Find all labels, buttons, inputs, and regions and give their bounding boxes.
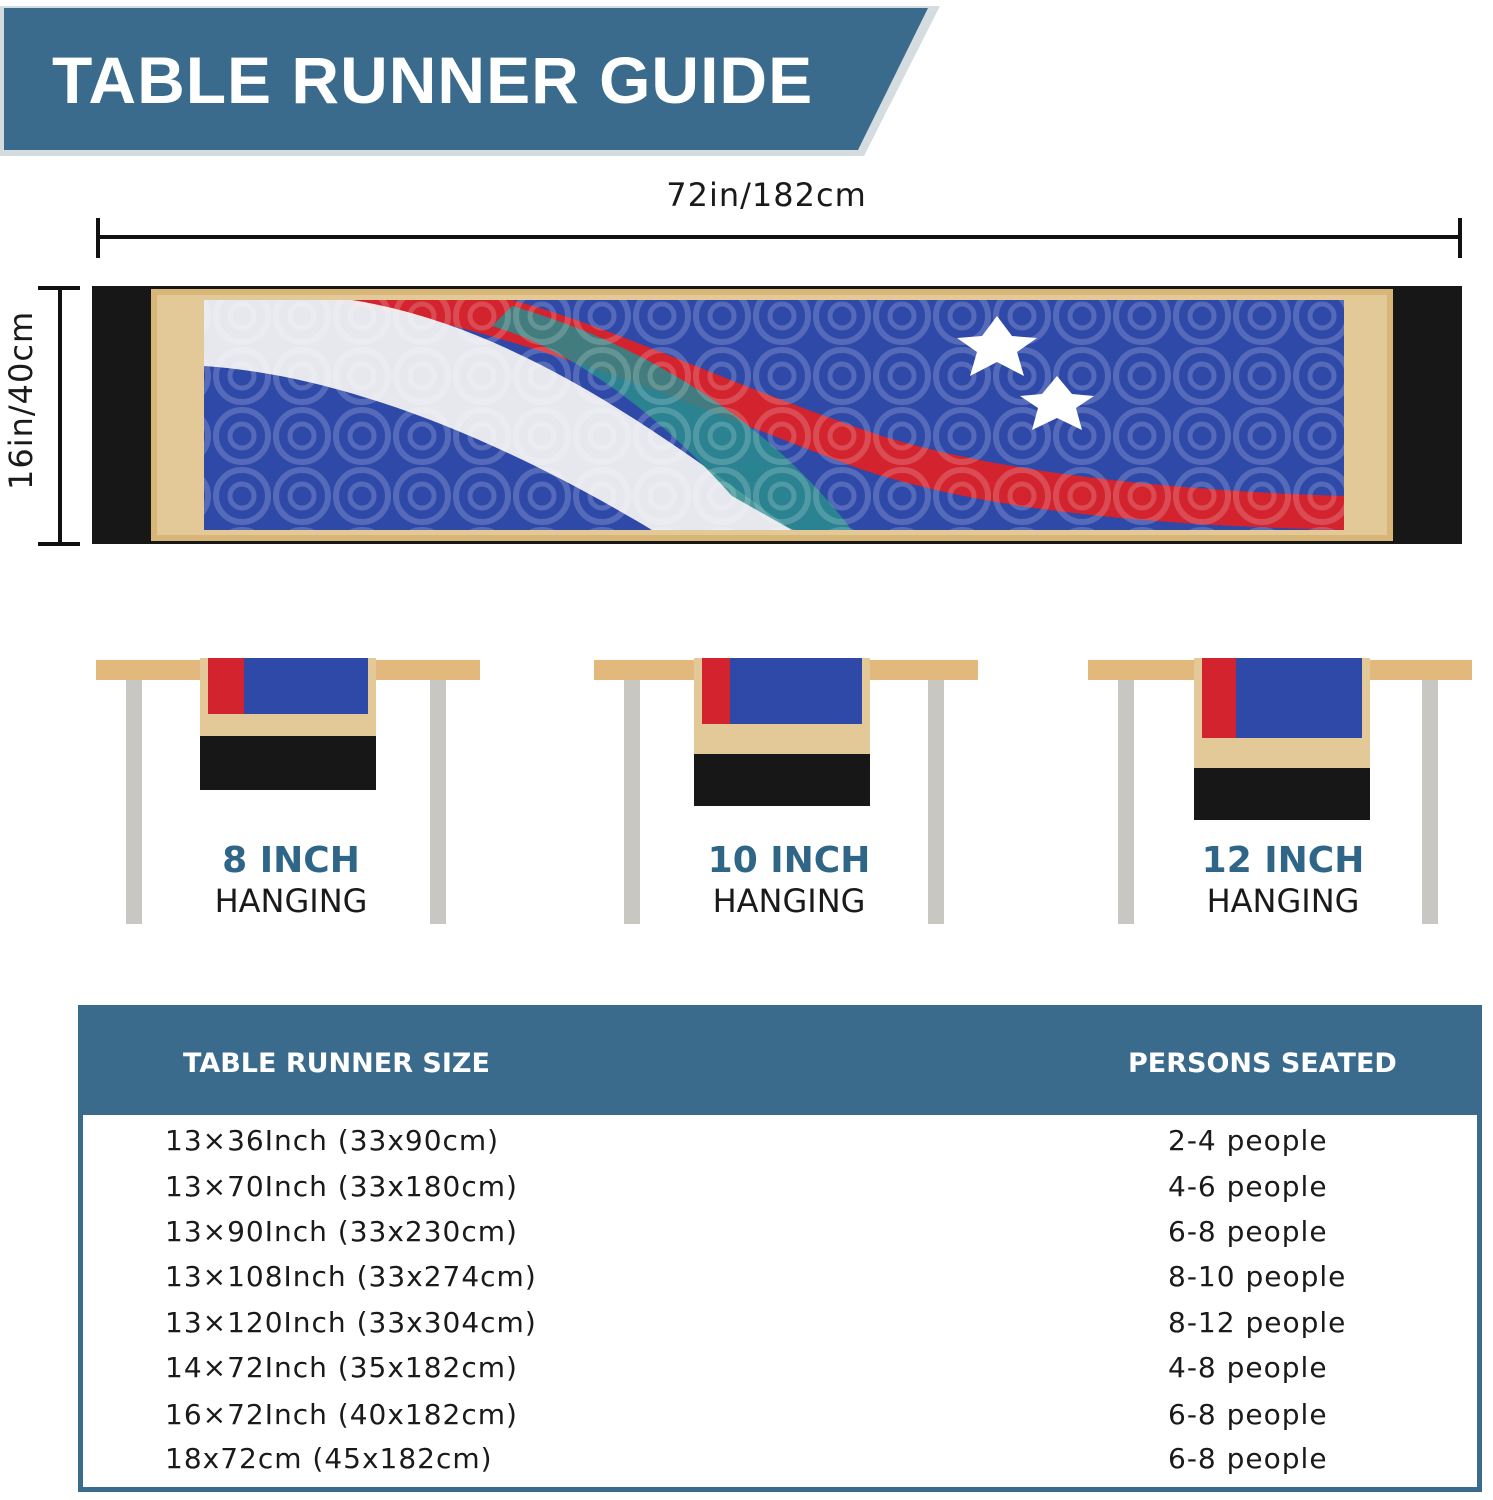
size-cell: 13×70Inch (33x180cm)	[165, 1170, 518, 1203]
page-title: TABLE RUNNER GUIDE	[52, 43, 814, 117]
hanging-12-label: HANGING	[1206, 882, 1360, 920]
width-dimension-label: 16in/40cm	[2, 310, 40, 490]
persons-cell: 2-4 people	[1168, 1124, 1328, 1157]
table-row	[83, 1351, 1477, 1395]
hanging-10-label: HANGING	[712, 882, 866, 920]
header-persons-seated: PERSONS SEATED	[1128, 1048, 1397, 1079]
table-row	[83, 1215, 1477, 1259]
table-row	[83, 1260, 1477, 1304]
size-cell: 16×72Inch (40x182cm)	[165, 1398, 518, 1431]
table-row	[83, 1398, 1477, 1442]
table-row	[83, 1124, 1477, 1168]
hanging-10-inch	[594, 640, 984, 940]
table-row	[83, 1170, 1477, 1214]
hanging-8-label: HANGING	[214, 882, 368, 920]
persons-cell: 6-8 people	[1168, 1215, 1328, 1248]
size-cell: 13×90Inch (33x230cm)	[165, 1215, 518, 1248]
size-table-header	[83, 1010, 1477, 1115]
hanging-12-inch	[1088, 640, 1478, 940]
hanging-8-amount: 8 INCH	[222, 840, 360, 881]
persons-cell: 8-12 people	[1168, 1306, 1347, 1339]
hanging-12-amount: 12 INCH	[1201, 840, 1365, 881]
persons-cell: 6-8 people	[1168, 1442, 1328, 1475]
table-row	[83, 1442, 1477, 1486]
size-cell: 13×108Inch (33x274cm)	[165, 1260, 537, 1293]
header-runner-size: TABLE RUNNER SIZE	[183, 1048, 490, 1079]
length-dimension-line	[90, 212, 1470, 262]
size-cell: 13×36Inch (33x90cm)	[165, 1124, 500, 1157]
hanging-10-amount: 10 INCH	[707, 840, 871, 881]
table-row	[83, 1306, 1477, 1350]
persons-cell: 6-8 people	[1168, 1398, 1328, 1431]
persons-cell: 4-6 people	[1168, 1170, 1328, 1203]
table-runner-image	[92, 286, 1462, 546]
hanging-8-inch	[96, 640, 486, 940]
size-table	[78, 1005, 1482, 1492]
persons-cell: 8-10 people	[1168, 1260, 1347, 1293]
persons-cell: 4-8 people	[1168, 1351, 1328, 1384]
length-dimension-label: 72in/182cm	[666, 176, 867, 214]
size-cell: 13×120Inch (33x304cm)	[165, 1306, 537, 1339]
size-cell: 18x72cm (45x182cm)	[165, 1442, 493, 1475]
size-cell: 14×72Inch (35x182cm)	[165, 1351, 518, 1384]
